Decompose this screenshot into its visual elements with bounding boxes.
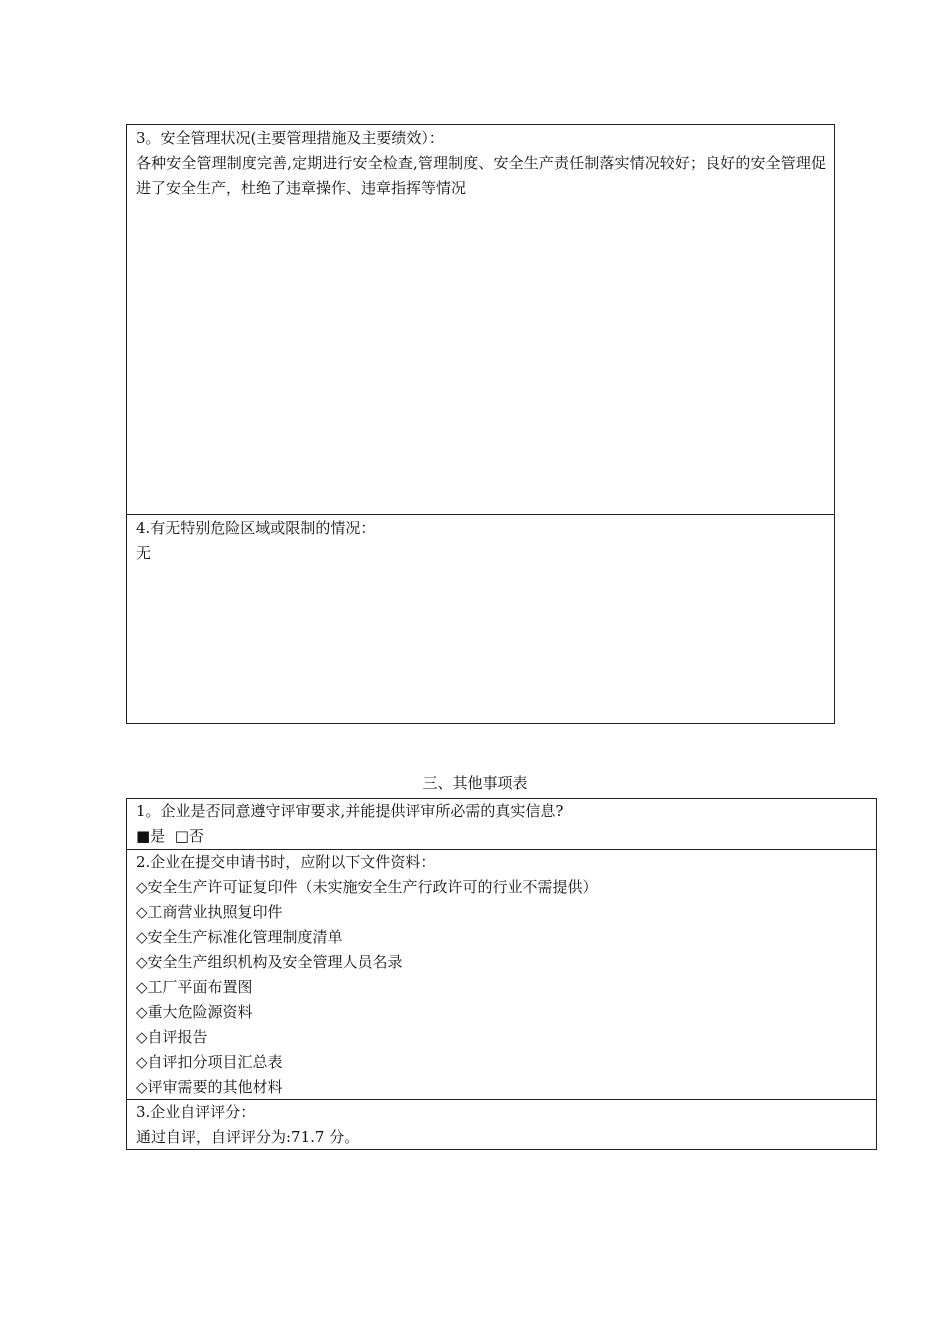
list-item: ◇工商营业执照复印件 [136, 903, 283, 921]
item3-body: 各种安全管理制度完善,定期进行安全检查,管理制度、安全生产责任制落实情况较好；良好的安全管理促进了安全生产，杜绝了违章操作、违章指挥等情况 [136, 154, 826, 197]
q2-cell [136, 850, 868, 1100]
list-item: ◇安全生产许可证复印件（未实施安全生产行政许可的行业不需提供） [136, 878, 598, 896]
q3-body: 通过自评，自评评分为:71.7 分。 [136, 1128, 360, 1146]
table-divider [127, 514, 834, 515]
item4-cell [136, 516, 826, 566]
item3-title: 3。安全管理状况(主要管理措施及主要绩效）： [136, 129, 444, 147]
q1-title: 1。企业是否同意遵守评审要求,并能提供评审所必需的真实信息? [136, 802, 564, 820]
list-item: ◇安全生产组织机构及安全管理人员名录 [136, 953, 403, 971]
q3-title: 3.企业自评评分： [136, 1103, 256, 1121]
q1-cell [136, 799, 868, 849]
section-heading: 三、其他事项表 [422, 774, 528, 792]
safety-status-table [126, 124, 835, 724]
q3-cell [136, 1100, 868, 1150]
list-item: ◇自评报告 [136, 1028, 208, 1046]
item4-body: 无 [136, 544, 152, 562]
item4-title: 4.有无特别危险区域或限制的情况： [136, 519, 376, 537]
list-item: ◇自评扣分项目汇总表 [136, 1053, 283, 1071]
list-item: ◇安全生产标准化管理制度清单 [136, 928, 343, 946]
list-item: ◇评审需要的其他材料 [136, 1078, 283, 1096]
list-item: ◇工厂平面布置图 [136, 978, 253, 996]
option-no-checkbox[interactable]: □否 [174, 827, 204, 845]
q1-options [136, 824, 868, 849]
option-yes-checkbox[interactable]: ■是 [136, 827, 166, 845]
q2-title: 2.企业在提交申请书时，应附以下文件资料： [136, 853, 436, 871]
item3-cell [136, 126, 826, 201]
list-item: ◇重大危险源资料 [136, 1003, 253, 1021]
other-matters-table [126, 798, 877, 1150]
